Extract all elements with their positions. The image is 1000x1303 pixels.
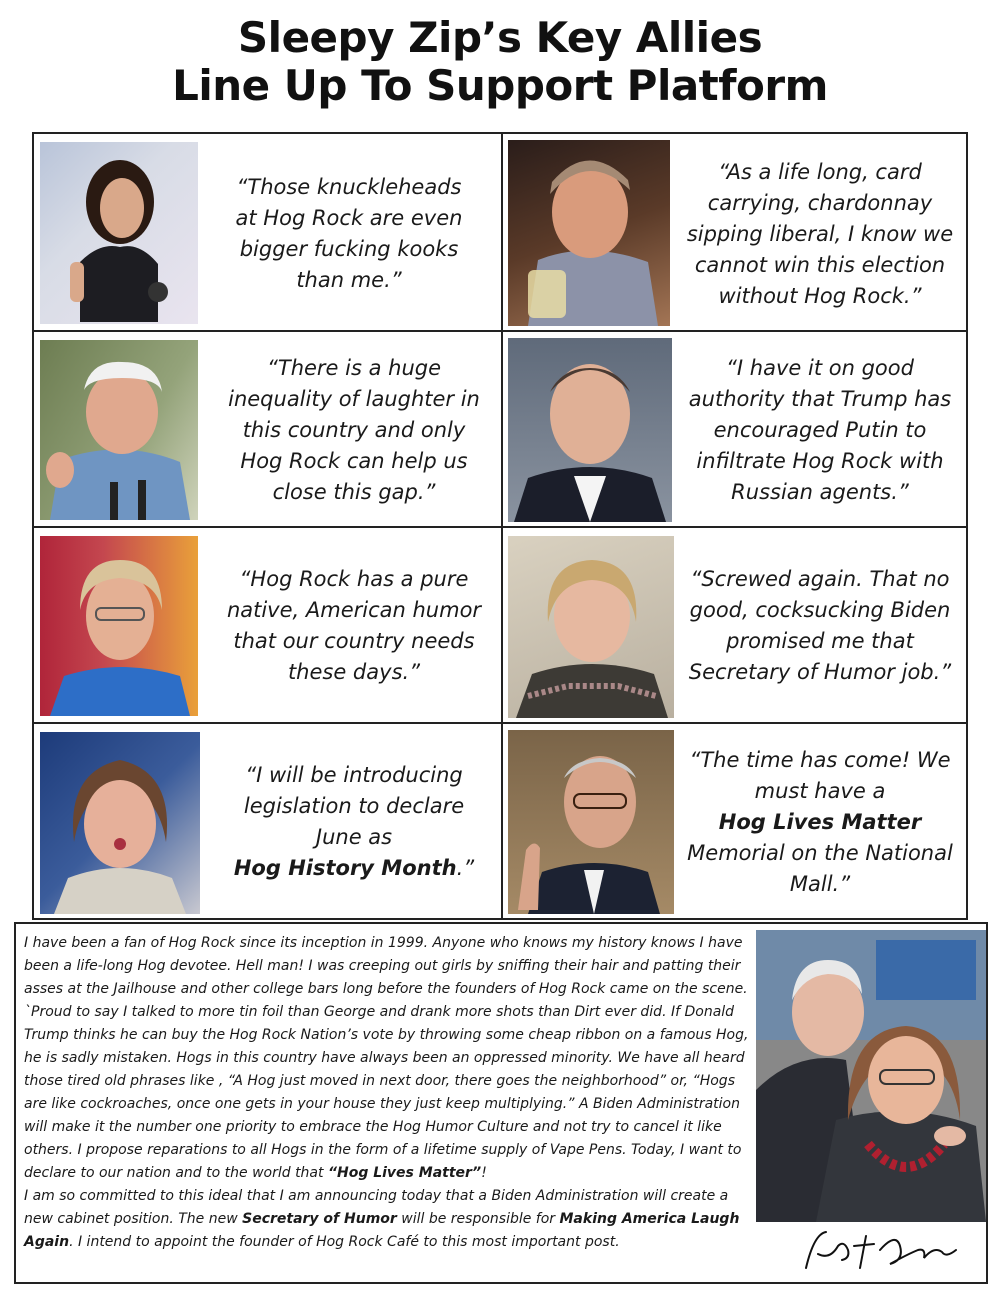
grid-divider-row-1 — [34, 330, 966, 332]
portrait-photo-6 — [508, 536, 674, 718]
portrait-photo-8 — [508, 730, 674, 914]
portrait-photo-7 — [40, 732, 200, 914]
hog-history-month-emphasis: Hog History Month — [233, 856, 457, 880]
portrait-photo-4 — [508, 338, 672, 522]
quote-grid — [32, 132, 968, 920]
letter-p1-end: ! — [481, 1165, 487, 1181]
letter-paragraph-2a: I am so committed to this ideal that I am announcing today that a Biden Administration will create a new cabinet position. The new — [24, 1188, 729, 1227]
page-title — [0, 14, 1000, 110]
portrait-photo-1 — [40, 142, 198, 324]
grid-divider-row-2 — [34, 526, 966, 528]
quote-7-text: “I will be introducing legislation to declare June as — [243, 763, 465, 849]
title-line-1: Sleepy Zip’s Key Allies — [237, 13, 763, 62]
signature — [796, 1224, 966, 1276]
quote-8-end: Memorial on the National Mall.” — [687, 840, 953, 896]
letter-paragraph-1: I have been a fan of Hog Rock since its inception in 1999. Anyone who knows my history knows I have been a life-long Hog devotee. Hell man! I was creeping out girls by sniffing their hair and patting their asses at the Jailhouse and other college bars long before the founders of Hog Rock came on the scene. `Proud to say I talked to more tin foil than George and drank more shots than Dirt ever did. If Donald Trump thinks he can buy the Hog Rock Nation’s vote by throwing some cheap ribbon on a famous Hog, he is sadly mistaken. Hogs in this country have always been an oppressed minority. We have all heard those tired old phrases like , “A Hog just moved in next door, there goes the neighborhood” or, “Hogs are like cockroaches, once one gets in your house they just keep multiplying.” A Biden Administration will make it the number one priority to embrace the Hog Humor Culture and not try to cancel it like others. I propose reparations to all Hogs in the form of a lifetime supply of Vape Pens. Today, I want to declare to our nation and to the world that — [24, 935, 749, 1181]
letter-box — [14, 922, 988, 1284]
quote-3: “There is a huge inequality of laughter in this country and only Hog Rock can help us close this gap.” — [228, 355, 480, 504]
quote-7-end: .” — [456, 856, 475, 880]
quote-2: “As a life long, card carrying, chardonnay sipping liberal, I know we cannot win this election without Hog Rock.” — [686, 159, 954, 308]
portrait-photo-3 — [40, 340, 198, 520]
grid-divider-row-3 — [34, 722, 966, 724]
portrait-photo-2 — [508, 140, 670, 326]
quote-8-text: “The time has come! We must have a — [689, 747, 951, 803]
quote-6: “Screwed again. That no good, cocksucking Biden promised me that Secretary of Humor job.” — [688, 567, 952, 684]
title-line-2: Line Up To Support Platform — [172, 61, 828, 110]
quote-7 — [224, 732, 484, 912]
making-america-laugh-again-emphasis: Making America Laugh Again — [24, 1211, 740, 1250]
quote-8 — [682, 732, 958, 912]
hog-lives-matter-declaration: “Hog Lives Matter” — [327, 1165, 482, 1181]
secretary-of-humor-emphasis: Secretary of Humor — [242, 1211, 397, 1227]
quote-1: “Those knuckleheads at Hog Rock are even bigger fucking kooks than me.” — [235, 175, 463, 292]
quote-5: “Hog Rock has a pure native, American humor that our country needs these days.” — [226, 567, 482, 684]
letter-paragraph-2c: . I intend to appoint the founder of Hog Rock Café to this most important post. — [69, 1234, 620, 1250]
hog-lives-matter-emphasis: Hog Lives Matter — [718, 809, 922, 834]
portrait-photo-5 — [40, 536, 198, 716]
letter-paragraph-2b: will be responsible for — [401, 1211, 556, 1227]
quote-4: “I have it on good authority that Trump has encouraged Putin to infiltrate Hog Rock with Russian agents.” — [688, 355, 952, 504]
closing-photo — [756, 930, 986, 1222]
letter-body — [24, 932, 752, 1254]
